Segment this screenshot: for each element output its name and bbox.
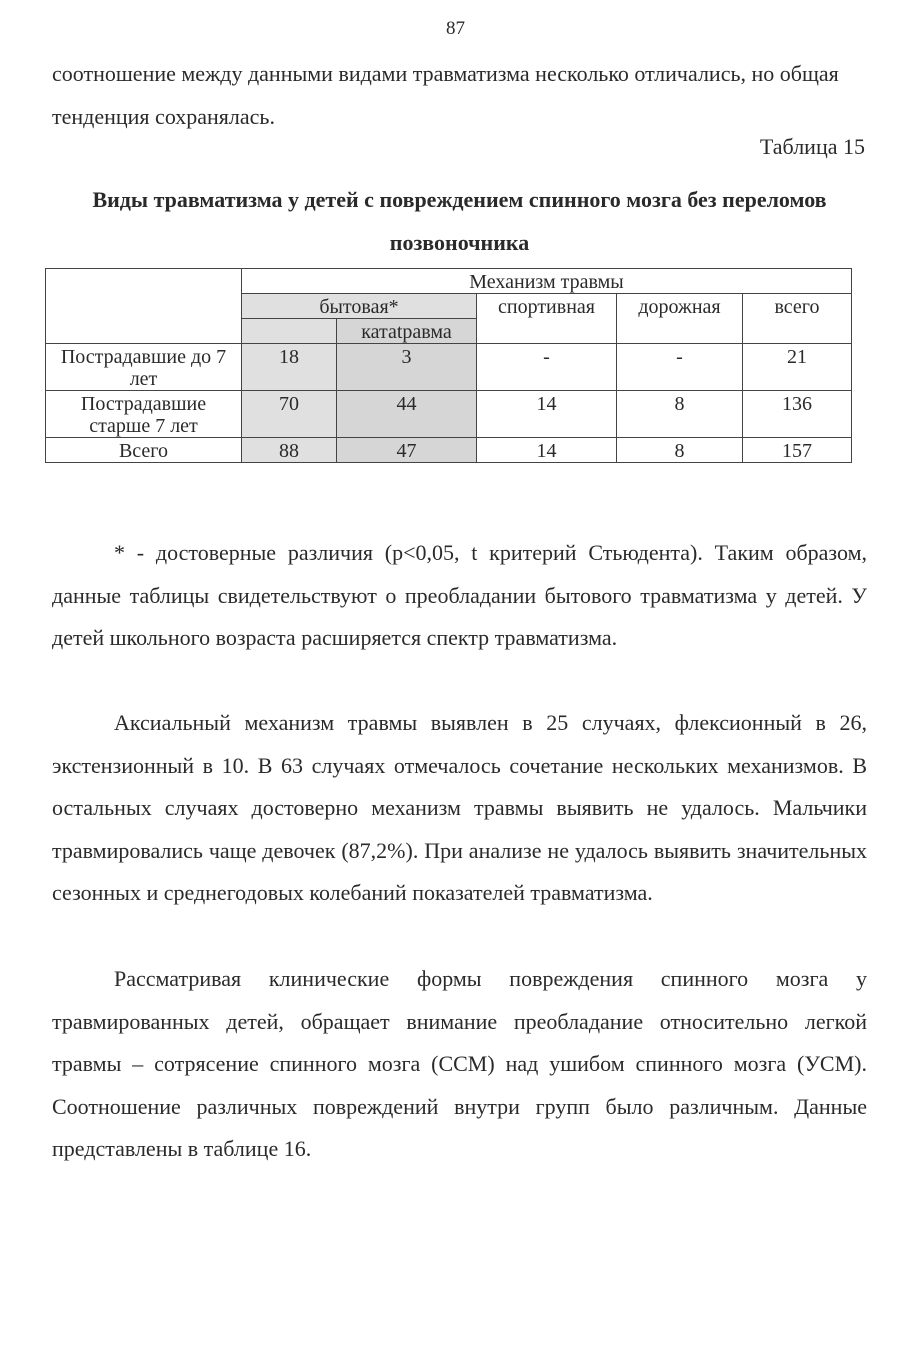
- cell-sport: -: [477, 344, 617, 391]
- header-total: всего: [743, 294, 852, 344]
- cell-catatrauma: 47: [337, 438, 477, 463]
- cell-road: -: [617, 344, 743, 391]
- mechanism-paragraph: Аксиальный механизм травмы выявлен в 25 случаях, флексионный в 26, экстензионный в 10. В 63 случаях отмечалось сочетание нескольких механизмов. В остальных случаях достоверно механизм травмы выявить не удалось. Мальчики травмировались чаще девочек (87,2%). При анализе не удалось выявить значительных сезонных и среднегодовых колебаний показателей травматизма.: [52, 710, 867, 905]
- header-mechanism: Механизм травмы: [242, 269, 852, 294]
- header-road: дорожная: [617, 294, 743, 344]
- table-header-row-1: [46, 269, 852, 294]
- corner-cell: [46, 294, 242, 319]
- row-label: Пострадавшие старше 7 лет: [46, 391, 242, 438]
- corner-cell: [46, 319, 242, 344]
- corner-cell: [46, 269, 242, 294]
- cell-sport: 14: [477, 438, 617, 463]
- cell-road: 8: [617, 438, 743, 463]
- table-row: [46, 438, 852, 463]
- row-label: Пострадавшие до 7 лет: [46, 344, 242, 391]
- header-household: бытовая*: [242, 294, 477, 319]
- row-label: Всего: [46, 438, 242, 463]
- header-catatrauma: катаtравма: [337, 319, 477, 344]
- cell-catatrauma: 44: [337, 391, 477, 438]
- cell-total: 21: [743, 344, 852, 391]
- table-row: [46, 344, 852, 391]
- header-household-sub: [242, 319, 337, 344]
- injury-types-table: [45, 268, 852, 463]
- table-header-row-2: [46, 294, 852, 319]
- cell-sport: 14: [477, 391, 617, 438]
- intro-paragraph: соотношение между данными видами травматизма несколько отличались, но общая тенденция сохранялась.: [52, 61, 839, 129]
- cell-household: 70: [242, 391, 337, 438]
- cell-household: 88: [242, 438, 337, 463]
- cell-total: 157: [743, 438, 852, 463]
- cell-household: 18: [242, 344, 337, 391]
- cell-total: 136: [743, 391, 852, 438]
- cell-road: 8: [617, 391, 743, 438]
- table-label: Таблица 15: [759, 134, 865, 159]
- table-row: [46, 391, 852, 438]
- header-sport: спортивная: [477, 294, 617, 344]
- page-number: 87: [446, 18, 465, 39]
- table-title: Виды травматизма у детей с повреждением спинного мозга без переломов позвоночника: [92, 187, 827, 255]
- footnote-paragraph: * - достоверные различия (p<0,05, t критерий Стьюдента). Таким образом, данные таблицы свидетельствуют о преобладании бытового травматизма у детей. У детей школьного возраста расширяется спектр травматизма.: [52, 540, 867, 650]
- cell-catatrauma: 3: [337, 344, 477, 391]
- clinical-forms-paragraph: Рассматривая клинические формы повреждения спинного мозга у травмированных детей, обращает внимание преобладание относительно легкой травмы – сотрясение спинного мозга (ССМ) над ушибом спинного мозга (УСМ). Соотношение различных повреждений внутри групп было различным. Данные представлены в таблице 16.: [52, 966, 867, 1161]
